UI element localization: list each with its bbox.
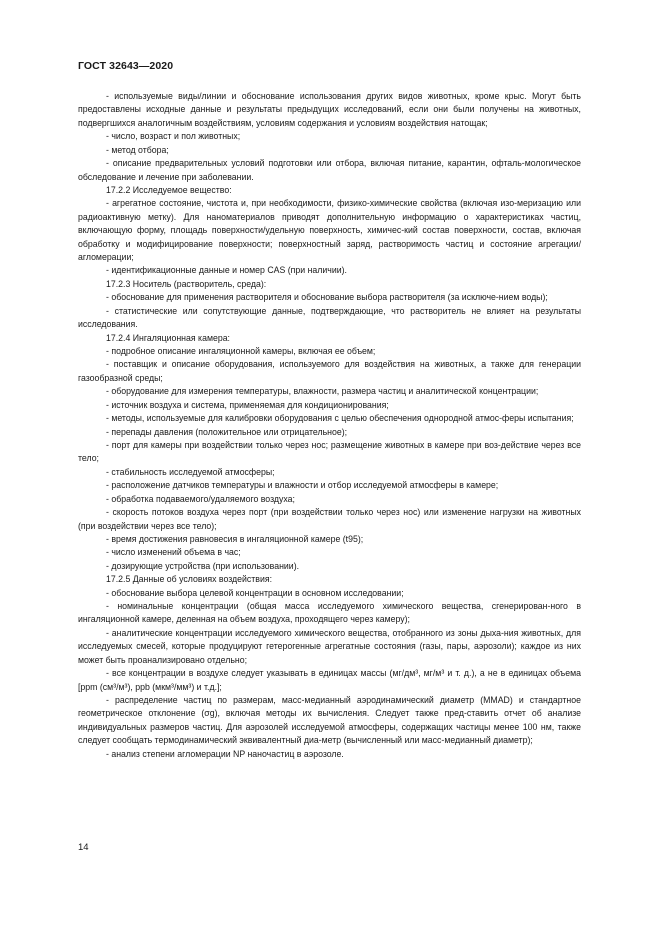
- paragraph: - стабильность исследуемой атмосферы;: [106, 466, 275, 477]
- paragraph: - порт для камеры при воздействии только через нос; размещение животных в камере при воз-действие через все тело;: [78, 439, 581, 464]
- page-number: 14: [78, 842, 89, 853]
- paragraph: - статистические или сопутствующие данные, подтверждающие, что растворитель не влияет на результаты исследования.: [78, 305, 581, 330]
- paragraph: - обработка подаваемого/удаляемого воздуха;: [106, 493, 295, 504]
- paragraph: - обоснование для применения растворителя и обоснование выбора растворителя (за исключе-нием воды);: [106, 292, 548, 303]
- paragraph: - идентификационные данные и номер CAS (при наличии).: [106, 265, 347, 276]
- paragraph: - распределение частиц по размерам, масс-медианный аэродинамический диаметр (MMAD) и стандартное геометрическое отклонение (σg), включая методы их вычисления. Следует также пред-ставить отчет об анализе индивидуальных размеров частиц. Для аэрозолей исследуемой атмосферы, содержащих частицы менее 100 нм, также следует сообщать термодинамический эквивалентный диа-метр (вычисленный или масс-медианный диаметр);: [78, 694, 581, 746]
- paragraph: - описание предварительных условий подготовки или отбора, включая питание, карантин, офталь-мологическое обследование и лечение при заболевании.: [78, 158, 581, 182]
- paragraph: - методы, используемые для калибровки оборудования с целью обеспечения однородной атмос-феры испытания;: [106, 413, 574, 424]
- paragraph: - оборудование для измерения температуры, влажности, размера частиц и аналитической концентрации;: [106, 386, 539, 397]
- paragraph: - обоснование выбора целевой концентрации в основном исследовании;: [106, 587, 404, 598]
- paragraph: - время достижения равновесия в ингаляционной камере (t95);: [106, 533, 364, 544]
- document-body: [78, 90, 581, 761]
- paragraph: - анализ степени агломерации NP наночастиц в аэрозоле.: [106, 748, 344, 759]
- paragraph: - число изменений объема в час;: [106, 547, 241, 558]
- paragraph: - номинальные концентрации (общая масса исследуемого химического вещества, сгенерирован-ного в ингаляционной камере, деленная на объем воздуха, проходящего через камеру);: [78, 601, 581, 625]
- paragraph: - используемые виды/линии и обоснование использования других видов животных, кроме крыс. Могут быть предоставлены исходные данные и результаты предыдущих исследований, если они были получены на животных, подвергшихся аналогичным воздействиям, условиям содержания и условиям воздействия натощак;: [78, 91, 581, 128]
- paragraph: - аналитические концентрации исследуемого химического вещества, отобранного из зоны дыха-ния животных, для исследуемых смесей, которые продуцируют гетерогенные агрегатные состояния (газы, пары, аэрозоли); каждое из них может быть проанализировано отдельно;: [78, 627, 581, 665]
- paragraph: - метод отбора;: [106, 144, 169, 155]
- standard-header: ГОСТ 32643—2020: [78, 60, 174, 72]
- paragraph: - поставщик и описание оборудования, используемого для воздействия на животных, а также для генерации газообразной среды;: [78, 359, 581, 383]
- paragraph: 17.2.5 Данные об условиях воздействия:: [106, 574, 272, 585]
- paragraph: 17.2.4 Ингаляционная камера:: [106, 332, 230, 343]
- paragraph: - скорость потоков воздуха через порт (при воздействии только через нос) или изменение нагрузки на животных (при воздействии через все тело);: [78, 507, 581, 531]
- paragraph: - перепады давления (положительное или отрицательное);: [106, 426, 348, 437]
- paragraph: - расположение датчиков температуры и влажности и отбор исследуемой атмосферы в камере;: [106, 480, 499, 491]
- paragraph: - дозирующие устройства (при использовании).: [106, 560, 300, 571]
- paragraph: - подробное описание ингаляционной камеры, включая ее объем;: [106, 346, 376, 357]
- paragraph: - агрегатное состояние, чистота и, при необходимости, физико-химические свойства (включая изо-меризацию или радиоактивную метку). Для наноматериалов приводят дополнительную информацию о характеристиках частиц, включающую форму, площадь поверхности/удельную поверхность, химичес-кий состав поверхности, состав, включая обработку и модифицирование поверхности; поверхностный заряд, растворимость частиц и состояние агрегации/агломерации;: [78, 198, 581, 263]
- paragraph: - число, возраст и пол животных;: [106, 131, 241, 142]
- paragraph: 17.2.2 Исследуемое вещество:: [106, 184, 232, 195]
- paragraph: 17.2.3 Носитель (растворитель, среда):: [106, 278, 267, 289]
- paragraph: - все концентрации в воздухе следует указывать в единицах массы (мг/дм³, мг/м³ и т. д.), а не в единицах объема [ppm (см³/м³), ppb (мкм³/мм³) и т.д.];: [78, 668, 581, 692]
- paragraph: - источник воздуха и система, применяемая для кондиционирования;: [106, 399, 389, 410]
